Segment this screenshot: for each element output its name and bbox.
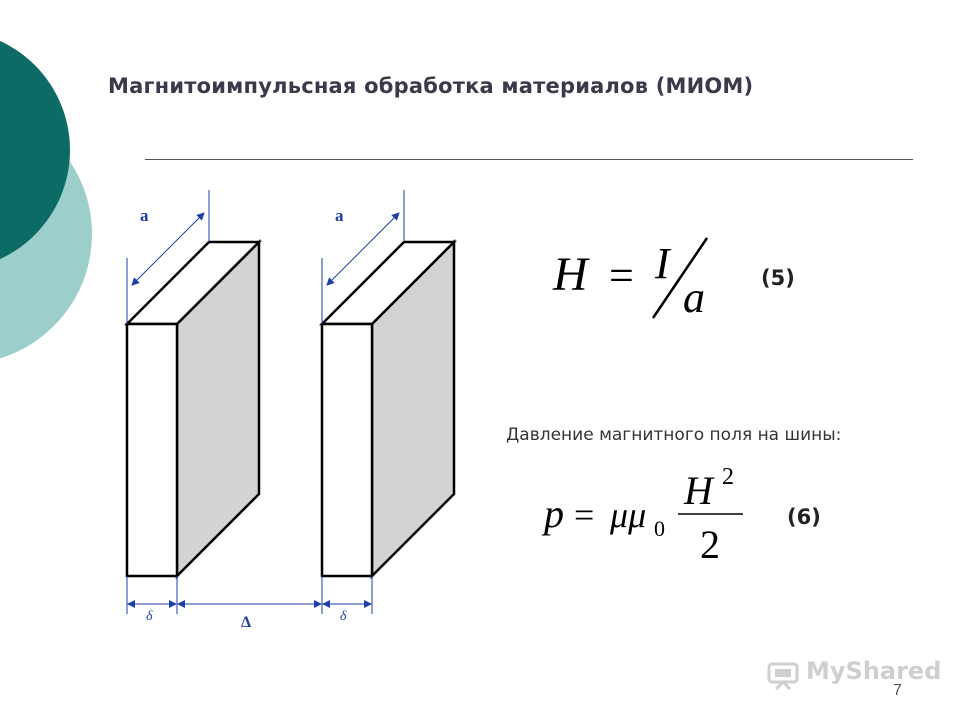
right-plate-front: [322, 324, 372, 576]
title-underline: [145, 159, 913, 160]
equation-5-number: (5): [761, 266, 795, 290]
eq5-lhs: H: [553, 248, 588, 301]
label-delta-left: δ: [146, 609, 153, 624]
equation-6: [540, 460, 755, 565]
left-plate: [127, 242, 259, 576]
right-plate: [322, 242, 454, 576]
dimension-bottom: [127, 576, 372, 614]
eq5-numerator: I: [655, 239, 670, 288]
pressure-caption: Давление магнитного поля на шины:: [506, 425, 842, 445]
slide-title: Магнитоимпульсная обработка материалов (МИОМ): [108, 74, 754, 98]
eq6-exponent: 2: [722, 464, 734, 490]
label-delta-right: δ: [340, 609, 347, 624]
eq5-equals: =: [609, 251, 634, 300]
eq6-numerator: H: [684, 468, 713, 513]
watermark-text: MyShared: [806, 657, 942, 685]
page-number: 7: [893, 682, 902, 699]
plates-diagram: [100, 190, 480, 640]
equation-5: [545, 230, 725, 325]
label-gap: Δ: [241, 614, 252, 631]
label-a-right: a: [335, 206, 344, 225]
eq6-coef: μμ: [610, 495, 647, 535]
eq6-lhs: p: [544, 491, 564, 536]
eq5-denominator: a: [683, 273, 705, 322]
left-plate-front: [127, 324, 177, 576]
eq6-coef-subscript: 0: [654, 516, 665, 541]
label-a-left: a: [140, 206, 149, 225]
eq6-equals: =: [574, 495, 595, 535]
equation-6-number: (6): [787, 505, 821, 529]
eq6-denominator: 2: [700, 522, 720, 565]
watermark-projector-icon: [766, 660, 800, 690]
